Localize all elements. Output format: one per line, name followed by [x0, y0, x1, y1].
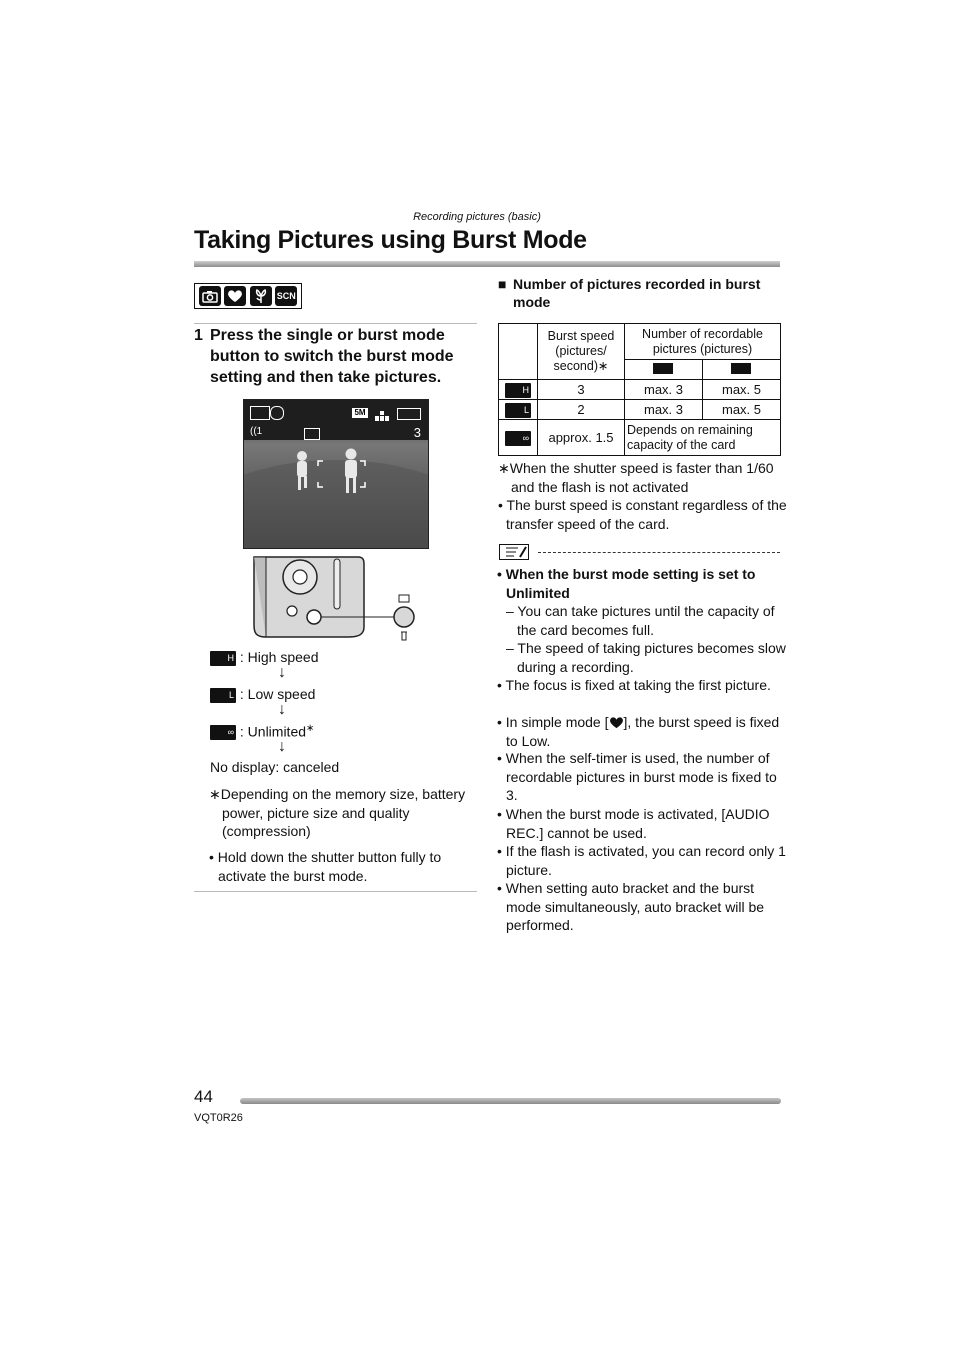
divider: [194, 323, 477, 324]
table-footnote: ∗When the shutter speed is faster than 1/60 and the flash is not activated: [498, 460, 774, 495]
standard-quality-icon: [702, 360, 780, 380]
arrow-down-icon: ↓: [278, 664, 286, 681]
footnote-left: ∗Depending on the memory size, battery power, picture size and quality (compression): [209, 786, 466, 839]
remaining-pictures: 3: [413, 425, 421, 440]
note-unlimited-heading: • When the burst mode setting is set to Unlimited: [497, 566, 756, 601]
note-text: • In simple mode [: [497, 714, 609, 730]
mode-label: : Low speed: [239, 686, 316, 702]
stabilizer-indicator: ((1: [250, 426, 263, 437]
no-display-label: No display: canceled: [210, 759, 340, 775]
table-heading-text: Number of pictures recorded in burst mode: [513, 276, 761, 310]
note-self-timer: • When the self-timer is used, the number of recordable pictures in burst mode is fixed to 3.: [497, 750, 777, 803]
dashed-line: [538, 552, 780, 553]
col-burst-speed: Burst speed (pictures/ second)∗: [538, 324, 625, 380]
note-text: ], the burst speed is fixed to Low.: [506, 714, 780, 749]
arrow-down-icon: ↓: [278, 738, 286, 755]
square-bullet-icon: ■: [498, 276, 507, 292]
document-code: VQT0R26: [194, 1112, 243, 1124]
picture-size-badge: 5M: [352, 408, 368, 418]
burst-unlimited-icon: ∞: [210, 725, 236, 740]
speed-cell: 3: [538, 380, 625, 400]
mode-label: : Unlimited: [239, 723, 307, 740]
note-flash: • If the flash is activated, you can record only 1 picture.: [497, 843, 786, 878]
burst-low-icon: L: [499, 400, 538, 420]
note-auto-bracket: • When setting auto bracket and the burst mode simultaneously, auto bracket will be performed.: [497, 880, 765, 933]
step-number: 1: [194, 327, 203, 344]
page-title: Taking Pictures using Burst Mode: [194, 226, 587, 254]
flash-off-icon: [270, 406, 284, 420]
footer-bar: [240, 1098, 781, 1104]
memo-icon: [499, 544, 529, 560]
note-sub-2: – The speed of taking pictures becomes slow during a recording.: [506, 640, 786, 675]
page-number: 44: [194, 1087, 213, 1106]
asterisk-mark: ∗: [306, 723, 315, 734]
arrow-down-icon: ↓: [278, 701, 286, 718]
camera-screen-photo: [243, 399, 429, 549]
table-row: [499, 400, 781, 420]
burst-low-icon: L: [210, 688, 236, 703]
speed-cell: approx. 1.5: [538, 420, 625, 456]
macro-icon: [250, 286, 272, 306]
col-recordable: Number of recordable pictures (pictures): [625, 324, 781, 360]
section-label: Recording pictures (basic): [413, 211, 541, 223]
standard-cell: max. 5: [702, 380, 780, 400]
burst-unlimited-icon: ∞: [499, 420, 538, 456]
table-corner: [499, 324, 538, 380]
scene-mode-icon: SCN: [275, 286, 297, 306]
standard-cell: max. 5: [702, 400, 780, 420]
fine-quality-icon: [625, 360, 703, 380]
burst-table: [498, 323, 781, 456]
burst-high-icon: H: [210, 651, 236, 666]
mode-high-speed: [210, 649, 319, 666]
burst-high-icon: H: [499, 380, 538, 400]
speed-cell: 2: [538, 400, 625, 420]
divider: [194, 891, 477, 892]
heart-icon: [609, 716, 624, 729]
fine-cell: max. 3: [625, 380, 703, 400]
merged-cell: Depends on remaining capacity of the card: [625, 420, 781, 456]
note-sub-1: – You can take pictures until the capacity of the card becomes full.: [506, 603, 775, 638]
burst-high-screen-icon: [304, 428, 320, 440]
note-simple-mode: [497, 713, 790, 750]
table-row: [499, 380, 781, 400]
memo-divider: [498, 544, 780, 562]
camera-icon: [199, 286, 221, 306]
quality-icon: [374, 408, 390, 418]
mode-label: : High speed: [239, 649, 319, 665]
bullet-hold-shutter: • Hold down the shutter button fully to activate the burst mode.: [209, 849, 442, 884]
camera-mode-icon: [250, 406, 270, 420]
stabilizer-value: 1: [256, 426, 263, 437]
mode-low-speed: [210, 686, 315, 703]
note-audio-rec: • When the burst mode is activated, [AUDIO REC.] cannot be used.: [497, 806, 770, 841]
battery-icon: [397, 408, 421, 420]
title-underline: [194, 261, 780, 267]
heart-icon: [224, 286, 246, 306]
table-row: [499, 420, 781, 456]
note-focus: • The focus is fixed at taking the first picture.: [497, 677, 771, 693]
step-text: Press the single or burst mode button to switch the burst mode setting and then take pictures.: [210, 327, 454, 386]
table-bullet: • The burst speed is constant regardless of the transfer speed of the card.: [498, 497, 787, 532]
camera-body-illustration: [248, 555, 428, 645]
fine-cell: max. 3: [625, 400, 703, 420]
mode-icon-strip: [194, 283, 302, 309]
mode-unlimited: [210, 723, 314, 740]
